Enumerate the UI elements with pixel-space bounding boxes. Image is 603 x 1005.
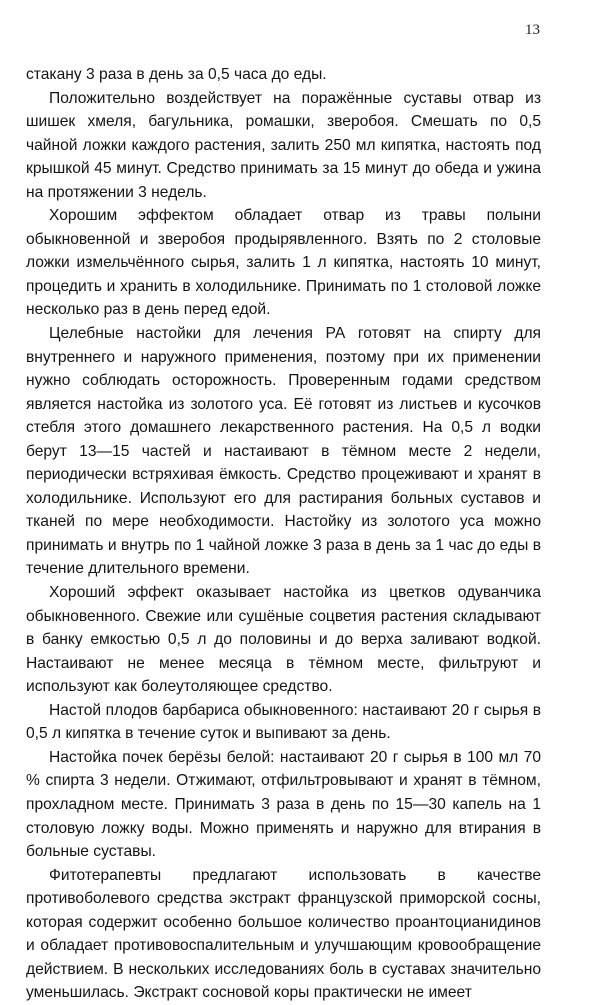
paragraph-barberry-infusion: Настой плодов барбариса обыкновенного: настаивают 20 г сырья в 0,5 л кипятка в течение суток и выпивают за день. — [26, 701, 541, 743]
paragraph-continuation: стакану 3 раза в день за 0,5 часа до еды. — [26, 66, 327, 83]
page-number: 13 — [525, 22, 540, 38]
body-text — [26, 63, 541, 1005]
paragraph-dandelion-tincture: Хороший эффект оказывает настойка из цветков одуванчика обыкновенного. Свежие или сушёные соцветия растения складывают в банку емкостью 0,5 л до половины и до верха заливают водкой. Настаивают не менее месяца в тёмном месте, фильтруют и используют как болеутоляющее средство. — [26, 584, 541, 696]
paragraph-pine-bark-extract: Фитотерапевты предлагают использовать в качестве противоболевого средства экстракт французской приморской сосны, которая содержит особенно большое количество проантоцианидинов и обладает противовоспалительным и улучшающим кровообращение действием. В нескольких исследованиях боль в суставах значительно уменьшилась. Экстракт сосновой коры практически не имеет — [26, 866, 541, 1002]
paragraph-birch-buds-tincture: Настойка почек берёзы белой: настаивают 20 г сырья в 100 мл 70 % спирта 3 недели. Отжимают, отфильтровывают и хранят в тёмном, прохладном месте. Принимать 3 раза в день по 15—30 капель на 1 столовую ложку воды. Можно применять и наружно для втирания в больные суставы. — [26, 748, 541, 861]
paragraph-golden-mustache-tincture: Целебные настойки для лечения РА готовят на спирту для внутреннего и наружного применения, поэтому при их применении нужно соблюдать осторожность. Проверенным годами средством является настойка из золотого уса. Её готовят из листьев и кусочков стебля этого домашнего лекарственного растения. На 0,5 л водки берут 13—15 частей и настаивают в тёмном месте 2 недели, периодически встряхивая ёмкость. Средство процеживают и хранят в холодильнике. Используют его для растирания больных суставов и тканей по мере необходимости. Настойку из золотого уса можно принимать и внутрь по 1 чайной ложке 3 раза в день за 1 час до еды в течение длительного времени. — [26, 325, 541, 578]
paragraph-hops-decoction: Положительно воздействует на поражённые суставы отвар из шишек хмеля, багульника, ромашки, зверобоя. Смешать по 0,5 чайной ложки каждого растения, залить 250 мл кипятка, настоять под крышкой 45 минут. Средство принимать за 15 минут до обеда и ужина на протяжении 3 недель. — [26, 89, 541, 201]
paragraph-wormwood-decoction: Хорошим эффектом обладает отвар из травы полыни обыкновенной и зверобоя продырявленного. Взять по 2 столовые ложки измельчённого сырья, залить 1 л кипятка, настоять 10 минут, процедить и хранить в холодильнике. Принимать по 1 столовой ложке несколько раз в день перед едой. — [26, 207, 541, 319]
